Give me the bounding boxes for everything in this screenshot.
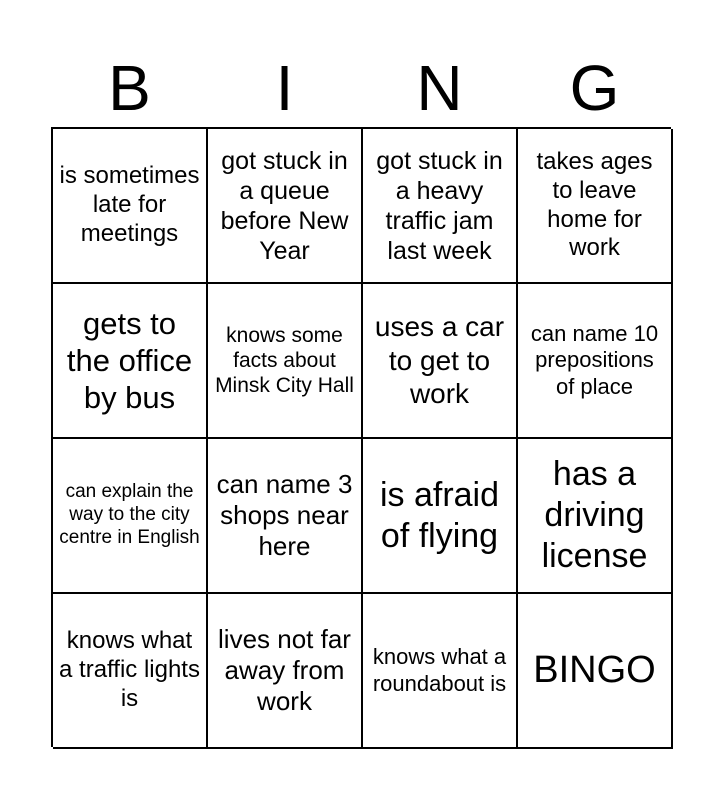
bingo-cell[interactable] — [518, 284, 673, 439]
cell-text: lives not far away from work — [218, 623, 351, 717]
bingo-cell[interactable] — [208, 284, 363, 439]
bingo-cell[interactable] — [363, 129, 518, 284]
bingo-cell[interactable] — [208, 129, 363, 284]
header-letter-g: G — [569, 52, 620, 124]
bingo-cell[interactable] — [363, 594, 518, 749]
cell-text: can name 10 prepositions of place — [530, 320, 659, 399]
cell-text: knows some facts about Minsk City Hall — [215, 323, 354, 398]
bingo-cell[interactable] — [53, 284, 208, 439]
header-letter-n: N — [416, 52, 463, 124]
bingo-cell[interactable] — [208, 594, 363, 749]
bingo-cell[interactable] — [208, 439, 363, 594]
cell-text: got stuck in a queue before New Year — [220, 146, 349, 265]
bingo-header — [52, 48, 671, 128]
cell-text: knows what a traffic lights is — [59, 627, 200, 712]
cell-text: knows what a roundabout is — [372, 644, 507, 696]
cell-text: can explain the way to the city centre in English — [59, 481, 200, 548]
cell-text: takes ages to leave home for work — [536, 147, 653, 262]
header-letter-i: I — [275, 52, 294, 124]
cell-text: is afraid of flying — [379, 475, 500, 555]
bingo-cell[interactable] — [53, 594, 208, 749]
bingo-cell[interactable] — [363, 284, 518, 439]
bingo-cell[interactable] — [53, 439, 208, 594]
header-letter-b: B — [108, 52, 151, 124]
cell-text: BINGO — [533, 648, 656, 691]
cell-text: got stuck in a heavy traffic jam last week — [376, 146, 503, 265]
cell-text: has a driving license — [541, 455, 648, 575]
bingo-cell[interactable] — [53, 129, 208, 284]
bingo-grid — [51, 127, 671, 747]
bingo-cell[interactable] — [363, 439, 518, 594]
cell-text: can name 3 shops near here — [216, 468, 353, 562]
bingo-cell[interactable] — [518, 129, 673, 284]
bingo-free-cell[interactable] — [518, 594, 673, 749]
cell-text: is sometimes late for meetings — [59, 162, 200, 247]
bingo-cell[interactable] — [518, 439, 673, 594]
cell-text: uses a car to get to work — [374, 311, 505, 410]
cell-text: gets to the office by bus — [66, 305, 193, 416]
